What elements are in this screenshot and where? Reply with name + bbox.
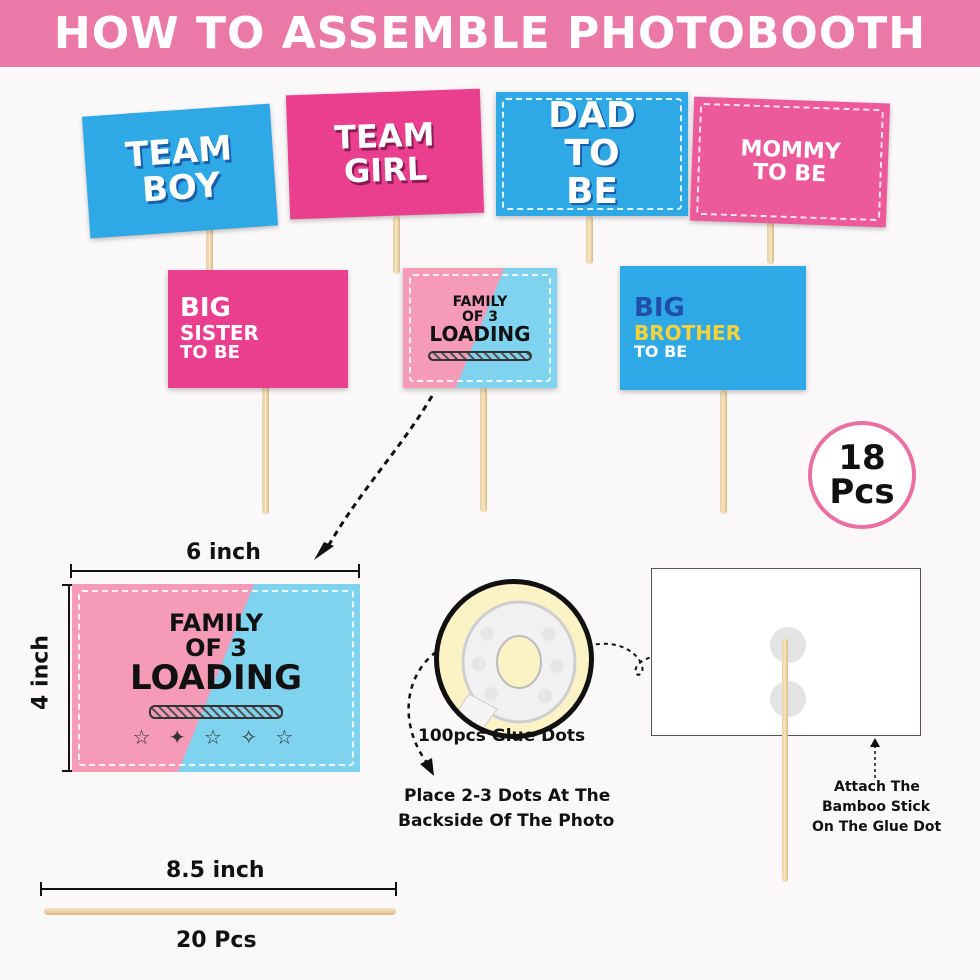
prop-text-line: BROTHER — [634, 320, 742, 345]
prop-card-team-girl — [286, 89, 484, 220]
prop-card-family-loading — [403, 268, 557, 388]
width-label: 6 inch — [186, 540, 261, 565]
stick-length-label: 8.5 inch — [166, 858, 265, 883]
stick-dimension-line — [40, 888, 397, 890]
prop-text-line: TO BE — [634, 341, 688, 361]
attach-line1: Attach The — [834, 779, 920, 795]
bamboo-stick — [720, 390, 727, 514]
bamboo-stick — [586, 216, 593, 264]
glue-dot — [770, 681, 806, 717]
quantity-badge — [808, 421, 916, 529]
prop-text-line: SISTER — [180, 320, 259, 345]
prop-text-line: BIG — [634, 293, 685, 324]
prop-text-line: FAMILY — [169, 608, 263, 637]
glue-dots-label: 100pcs Glue Dots — [418, 726, 586, 746]
badge-unit: Pcs — [829, 472, 895, 512]
prop-card-mommy-to-be — [690, 97, 890, 228]
glue-instruction-line2: Backside Of The Photo — [398, 811, 615, 831]
prop-card-dad-to-be — [496, 92, 688, 216]
bamboo-stick — [393, 216, 400, 274]
bamboo-stick — [262, 386, 269, 514]
glue-dots-image — [434, 579, 594, 739]
bamboo-stick — [480, 388, 487, 512]
glue-roll-icon — [439, 584, 589, 734]
prop-card-family-loading-large — [72, 584, 360, 772]
attach-line2: Bamboo Stick — [822, 799, 931, 815]
header-banner — [0, 0, 980, 67]
baby-doodles: ☆ ✦ ☆ ✧ ☆ — [132, 725, 300, 750]
bamboo-stick-loose — [44, 908, 396, 915]
prop-text: DAD TO BE — [548, 95, 636, 212]
loading-bar — [149, 705, 283, 719]
stick-tick-left — [40, 882, 42, 896]
height-label: 4 inch — [28, 635, 54, 710]
glue-dot — [770, 627, 806, 663]
prop-text: MOMMY TO BE — [739, 136, 842, 188]
width-dimension-line — [70, 570, 360, 572]
prop-card-team-boy — [82, 104, 278, 239]
arrow-connector — [868, 738, 882, 778]
stick-tick-right — [395, 882, 397, 896]
stick-count-label: 20 Pcs — [176, 928, 257, 953]
loading-bar — [428, 351, 532, 361]
arrow-connector — [300, 390, 450, 570]
bamboo-stick — [767, 222, 774, 264]
prop-text: TEAM GIRL — [333, 115, 436, 191]
badge-count: 18 — [838, 438, 886, 478]
prop-text-line: FAMILY — [452, 293, 508, 310]
prop-text-line: BIG — [180, 293, 231, 324]
attach-line3: On The Glue Dot — [812, 819, 942, 835]
width-tick-right — [358, 564, 360, 578]
prop-text: TEAM BOY — [124, 128, 234, 211]
prop-text-line: TO BE — [180, 341, 240, 363]
prop-text-line: LOADING — [429, 322, 531, 347]
prop-text-line: LOADING — [130, 658, 302, 699]
width-tick-left — [70, 564, 72, 578]
prop-text-line: OF 3 — [185, 634, 247, 663]
bamboo-stick — [206, 226, 213, 274]
arrow-connector — [392, 648, 452, 778]
prop-text-line: OF 3 — [461, 308, 499, 325]
glue-instruction-line1: Place 2-3 Dots At The — [404, 786, 611, 806]
page-title: HOW TO ASSEMBLE PHOTOBOOTH — [53, 8, 927, 59]
height-dimension-line — [68, 584, 70, 772]
prop-card-big-sister — [168, 270, 348, 388]
prop-card-big-brother — [620, 266, 806, 390]
bamboo-stick-attached — [782, 638, 788, 882]
